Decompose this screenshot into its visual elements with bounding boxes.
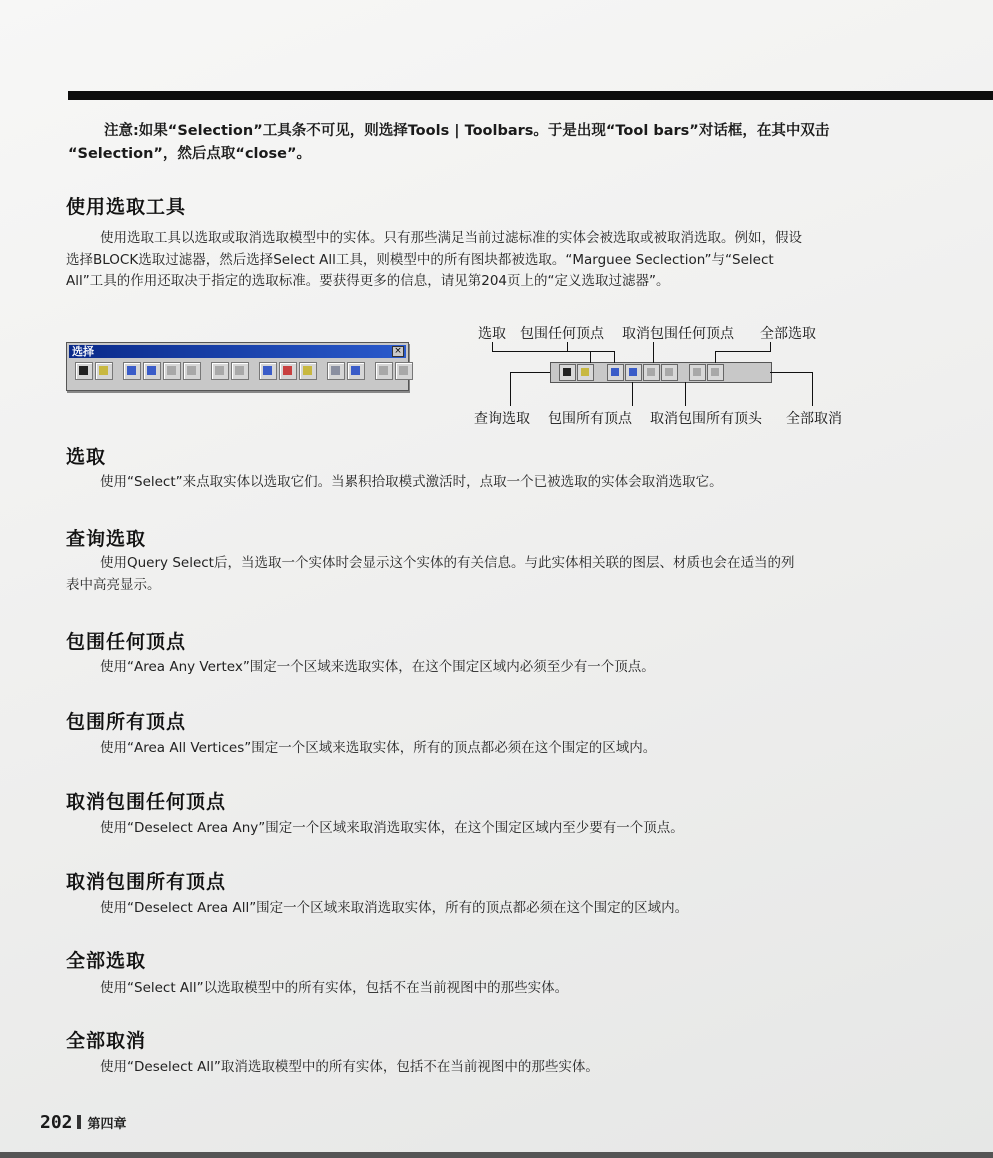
leader-line — [812, 372, 813, 406]
leader-line — [614, 351, 615, 363]
body-line: 表中高亮显示。 — [66, 576, 161, 593]
area-all-vertices-icon — [625, 364, 642, 381]
note-line-1: 注意:如果“Selection”工具条不可见，则选择Tools | Toolbars。于是出现“Tool bars”对话框，在其中双击 — [104, 123, 830, 139]
toolbar-title: 选择 — [69, 345, 406, 358]
section-title-deselect-area-all: 取消包围所有顶点 — [66, 871, 227, 893]
leader-line — [685, 382, 686, 406]
body-line: 使用“Select All”以选取模型中的所有实体，包括不在当前视图中的那些实体。 — [100, 980, 569, 996]
body-line: 使用“Deselect Area All”围定一个区域来取消选取实体，所有的顶点都必须在这个围定的区域内。 — [100, 900, 689, 916]
section-body-deselect-area-any — [66, 818, 916, 840]
body-line: 选择BLOCK选取过滤器，然后选择Select All工具，则模型中的所有图块都被选取。“Marguee Seclection”与“Select — [66, 251, 774, 268]
deselect-all-icon — [231, 362, 249, 380]
leader-line — [632, 382, 633, 406]
area-any-vertex-icon — [123, 362, 141, 380]
bottom-edge — [0, 1152, 993, 1158]
section-body-query-select — [66, 553, 916, 596]
body-line: 使用“Deselect Area Any”围定一个区域来取消选取实体，在这个围定区域内至少要有一个顶点。 — [100, 820, 684, 836]
body-line: 使用“Select”来点取实体以选取它们。当累积拾取模式激活时，点取一个已被选取的实体会取消选取它。 — [100, 474, 723, 490]
section-title-deselect-all: 全部取消 — [66, 1030, 147, 1052]
section-title-select: 选取 — [66, 446, 107, 468]
section-body-select-all — [66, 978, 916, 1000]
callout-label-deselect-area-all: 取消包围所有顶头 — [650, 411, 762, 427]
note-line-2: “Selection”，然后点取“close”。 — [68, 146, 311, 162]
marquee-icon — [259, 362, 277, 380]
area-any-vertex-icon — [607, 364, 624, 381]
callout-label-area-all-vertices: 包围所有顶点 — [548, 411, 632, 427]
leader-line — [590, 351, 591, 363]
chapter-label: 第四章 — [87, 1117, 127, 1132]
select-all-icon — [689, 364, 706, 381]
toolbar-callout-diagram — [470, 320, 870, 430]
section-title-query-select: 查询选取 — [66, 528, 147, 550]
filter-icon — [327, 362, 345, 380]
callout-label-select-all: 全部选取 — [760, 326, 816, 342]
deselect-area-any-icon — [643, 364, 660, 381]
footer-separator — [77, 1115, 81, 1129]
top-rule — [68, 91, 993, 100]
leader-line — [715, 351, 771, 352]
body-line: 使用“Area All Vertices”围定一个区域来选取实体，所有的顶点都必须在这个围定的区域内。 — [100, 740, 657, 756]
deselect-all-icon — [707, 364, 724, 381]
deselect-area-any-icon — [163, 362, 181, 380]
leader-line — [567, 351, 614, 352]
leader-line — [510, 372, 511, 406]
section-body-deselect-area-all — [66, 898, 916, 920]
leader-line — [653, 342, 654, 363]
page-number: 202 — [40, 1112, 73, 1133]
options-icon — [375, 362, 393, 380]
leader-line — [715, 351, 716, 363]
section-body-area-all-vertices — [66, 738, 916, 760]
callout-label-area-any-vertex: 包围任何顶点 — [520, 326, 604, 342]
callout-label-query-select: 查询选取 — [474, 411, 530, 427]
diagram-toolbar — [550, 362, 772, 383]
close-icon: × — [392, 346, 404, 357]
section-title-area-any-vertex: 包围任何顶点 — [66, 631, 187, 653]
leader-line — [770, 372, 812, 373]
section-body-select — [66, 472, 916, 494]
select-arrow-icon — [75, 362, 93, 380]
section-title-deselect-area-any: 取消包围任何顶点 — [66, 791, 227, 813]
callout-label-deselect-all: 全部取消 — [786, 411, 842, 427]
area-all-vertices-icon — [143, 362, 161, 380]
body-line: 使用Query Select后，当选取一个实体时会显示这个实体的有关信息。与此实体相关联的图层、材质也会在适当的列 — [100, 555, 795, 571]
toolbar-buttons — [75, 362, 413, 382]
deselect-area-all-icon — [183, 362, 201, 380]
filter-toggle-icon — [347, 362, 365, 380]
selection-toolbar-window — [66, 342, 409, 391]
section-title-select-all: 全部选取 — [66, 950, 147, 972]
section-body-use-selection-tools — [66, 228, 916, 293]
section-body-area-any-vertex — [66, 657, 916, 679]
query-select-icon — [95, 362, 113, 380]
pan-select-icon — [279, 362, 297, 380]
query-select-icon — [577, 364, 594, 381]
deselect-area-all-icon — [661, 364, 678, 381]
select-all-icon — [211, 362, 229, 380]
body-line: 使用“Deselect All”取消选取模型中的所有实体，包括不在当前视图中的那些实体。 — [100, 1059, 599, 1075]
select-arrow-icon — [559, 364, 576, 381]
page-footer — [40, 1112, 127, 1133]
section-title-use-selection-tools: 使用选取工具 — [66, 196, 187, 218]
body-line: 使用“Area Any Vertex”围定一个区域来选取实体，在这个围定区域内必须至少有一个顶点。 — [100, 659, 655, 675]
settings-icon — [395, 362, 413, 380]
callout-label-deselect-area-any: 取消包围任何顶点 — [622, 326, 734, 342]
body-line: All”工具的作用还取决于指定的选取标准。要获得更多的信息，请见第204页上的“定义选取过滤器”。 — [66, 273, 670, 289]
callout-label-select: 选取 — [478, 326, 506, 342]
leader-line — [510, 372, 550, 373]
section-body-deselect-all — [66, 1057, 916, 1079]
note-paragraph — [68, 120, 928, 166]
pick-mode-icon — [299, 362, 317, 380]
section-title-area-all-vertices: 包围所有顶点 — [66, 711, 187, 733]
body-line: 使用选取工具以选取或取消选取模型中的实体。只有那些满足当前过滤标准的实体会被选取或被取消选取。例如，假设 — [100, 230, 802, 246]
